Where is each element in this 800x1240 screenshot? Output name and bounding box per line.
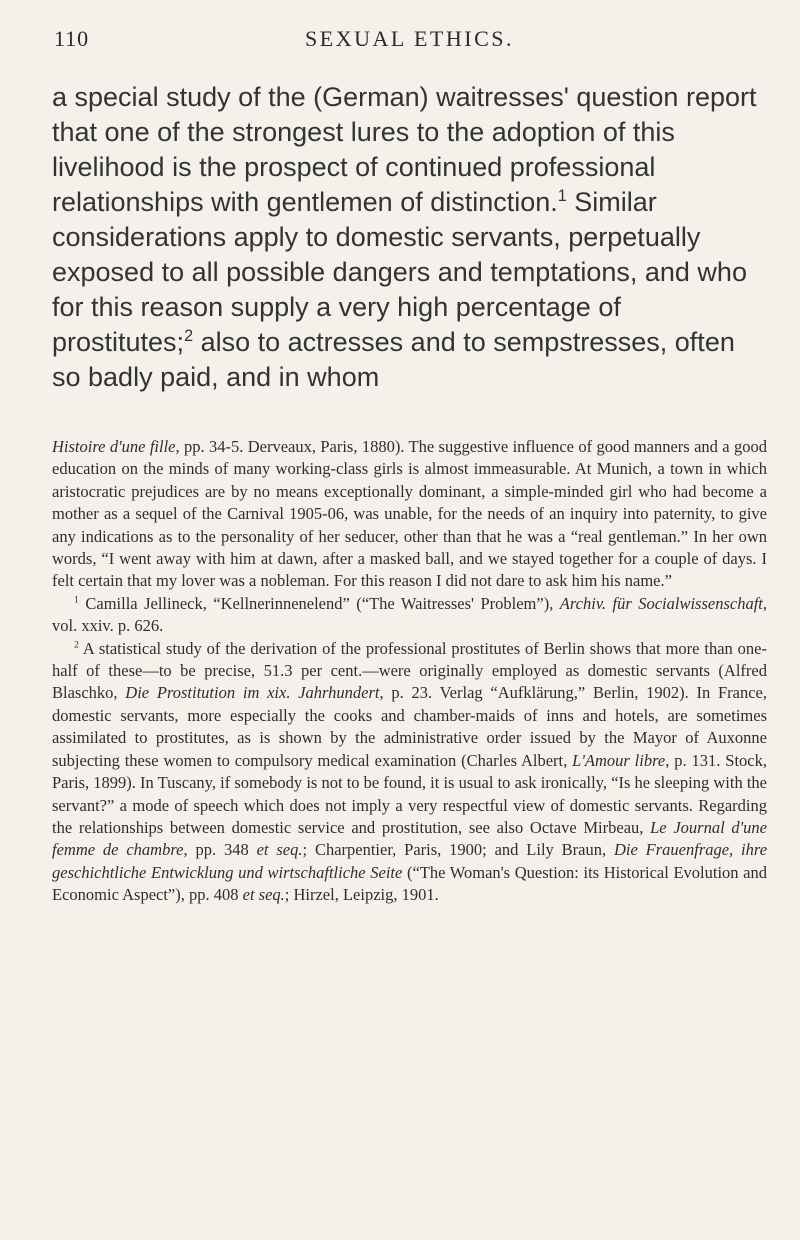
footnote-1-title: Archiv. für Socialwissenschaft [559, 593, 763, 613]
footnote-2-title-3: Le Journal d'une femme de chambre [52, 817, 768, 860]
footnote-ref-2: 2 [184, 327, 194, 345]
footnote-1-mark: 1 [74, 594, 79, 606]
page-number: 110 [54, 26, 90, 51]
footnote-continuation [52, 436, 767, 593]
footnotes [52, 436, 767, 907]
footnote-1 [52, 593, 767, 638]
footnote-2-text-f: (“The Woman's Question: its Historical Evolution and Economic Aspect”), pp. 408 [52, 862, 767, 905]
footnote-2-text-a: A statistical study of the derivation of the professional prostitutes of Berlin shows that more than one-half of these—to be precise, 51.3 per cent.—were originally employed as domestic servants (Alfred Blaschko, [52, 638, 767, 703]
main-paragraph [52, 80, 767, 395]
footnote-2-text-g: ; Hirzel, Leipzig, 1901. [284, 885, 439, 905]
footnote-1-text-b: , vol. xxiv. p. 626. [52, 593, 767, 636]
footnote-ref-1: 1 [557, 187, 567, 205]
footnote-2-text-c: , p. 131. Stock, Paris, 1899). In Tuscany, if somebody is not to be found, it is usual to ask ironically, “Is he sleeping with the servant?” a mode of speech which does not imply a very respectful view of domestic servants. Regarding the relationships between domestic service and prostitution, see also Octave Mirbeau, [52, 750, 768, 837]
footnote-2-text-d: , pp. 348 [183, 840, 257, 860]
footnote-2-mark: 2 [74, 639, 79, 651]
main-text [52, 80, 767, 395]
footnote-cont-title: Histoire d'une fille [52, 437, 176, 456]
footnote-cont-text: , pp. 34-5. Derveaux, Paris, 1880). The suggestive influence of good manners and a good education on the minds of many working-class girls is almost immeasurable. At Munich, a town in which aristocratic prejudices are by no means exceptionally dominant, a simple-minded girl who had become a mother as a sequel of the Carnival 1905-06, was unable, for the needs of an inquiry into paternity, to give any indications as to the personality of her seducer, other than that he was a “real gentleman.” In her own words, “I went away with him at dawn, after a masked ball, and we stayed together for a couple of days. I felt certain that my lover was a nobleman. For this reason I did not dare to ask him his name.” [52, 437, 767, 591]
main-text-part-2: Similar considerations apply to domestic servants, perpetually exposed to all possible dangers and temptations, and who for this reason supply a very high percentage of prostitutes; [52, 187, 747, 357]
footnote-2-title-2: L'Amour libre [572, 750, 666, 770]
footnote-2-et-seq-1: et seq. [256, 840, 303, 860]
footnote-2-text-b: , p. 23. Verlag “Aufklärung,” Berlin, 1902). In France, domestic servants, more especially the cooks and chamber-maids of inns and hotels, are sometimes assimilated to prostitutes, as is shown by the administrative order issued by the Mayor of Auxonne subjecting these women to compulsory medical examination (Charles Albert, [52, 683, 767, 770]
footnote-1-text-a: Camilla Jellineck, “Kellnerinnenelend” (“The Waitresses' Problem”), [78, 593, 560, 613]
main-text-part-1: a special study of the (German) waitresses' question report that one of the strongest lures to the adoption of this livelihood is the prospect of continued professional relationships with gentlemen of distinction. [52, 82, 757, 217]
footnote-2 [52, 638, 767, 907]
footnote-2-title-4: Die Frauenfrage, ihre geschichtliche Entwicklung und wirtschaftliche Seite [52, 840, 768, 882]
main-text-part-3: also to actresses and to sempstresses, often so badly paid, and in whom [52, 327, 735, 392]
footnote-2-text-e: ; Charpentier, Paris, 1900; and Lily Braun, [302, 840, 614, 860]
footnote-2-et-seq-2: et seq. [242, 885, 285, 905]
running-head [52, 26, 767, 56]
footnote-2-title-1: Die Prostitution im xix. Jahrhundert [125, 683, 380, 703]
running-title: SEXUAL ETHICS. [305, 26, 514, 51]
